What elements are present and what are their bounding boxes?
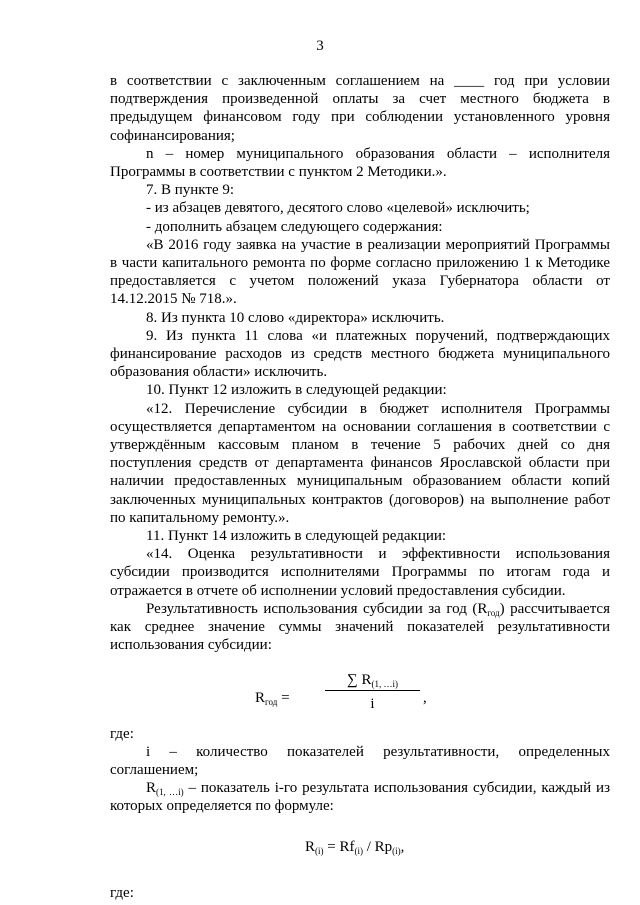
formula-comma: ,: [423, 689, 427, 706]
symbol: Rp: [374, 838, 393, 855]
formula-r-i: [110, 828, 610, 884]
paragraph: «В 2016 году заявка на участие в реализации мероприятий Программы в части капитального ремонта по форме согласно приложению 1 к Методике предоставляется с учетом положений указа Губернатора области от 14.12.2015 № 718.».: [110, 236, 610, 308]
paragraph: [110, 779, 610, 815]
paragraph: в соответствии с заключенным соглашением на ____ год при условии подтверждения произведенной оплаты за счет местного бюджета в предыдущем финансовом году при соблюдении установленного уровня софинансирования;: [110, 73, 610, 144]
symbol: Rf: [339, 838, 355, 855]
paragraph: «12. Перечисление субсидии в бюджет исполнителя Программы осуществляется департаментом на основании соглашения в соответствии с утверждённым кассовым планом в течение 5 рабочих дней со дня поступления средств от департамента финансов Ярославской области при наличии предоставленных муниципальным образованием области копий заключенных муниципальных контрактов (договоров) на выполнение работ по капитальному ремонту.».: [110, 400, 610, 526]
text-run: ) рассчитывается как среднее значение суммы значений показателей результативности использования субсидии:: [110, 600, 610, 654]
formula-lhs: [255, 689, 290, 707]
paragraph: - дополнить абзацем следующего содержания:: [146, 218, 443, 235]
formula-expression: [305, 838, 404, 856]
subscript: (1, …i): [156, 787, 184, 798]
symbol: R: [255, 689, 266, 706]
subscript: год: [265, 696, 278, 707]
text-run: – показатель i-го результата использования субсидии, каждый из которых определяется по формуле:: [110, 780, 610, 815]
where-label: где:: [110, 725, 134, 742]
formula-r-god: [110, 667, 610, 725]
paragraph: «14. Оценка результативности и эффективности использования субсидии производится исполнителями Программы по итогам года и отражается в отчете об исполнении условий предоставления субсидии.: [110, 546, 610, 599]
where-label: где:: [110, 884, 134, 901]
document-body: [110, 72, 610, 902]
subscript: (1, …i): [371, 678, 398, 689]
sum-symbol: ∑ R: [347, 671, 372, 688]
equals-sign: =: [323, 838, 340, 855]
formula-numerator: [325, 671, 420, 691]
paragraph: - из абзацев девятого, десятого слово «целевой» исключить;: [146, 200, 530, 217]
paragraph: 7. В пункте 9:: [146, 182, 235, 199]
subscript: год: [487, 607, 500, 618]
division-sign: /: [362, 838, 375, 855]
paragraph: 10. Пункт 12 изложить в следующей редакции:: [146, 382, 447, 399]
subscript: (i): [354, 845, 363, 856]
paragraph: 9. Из пункта 11 слова «и платежных поручений, подтверждающих финансирование расходов из средств местного бюджета муниципального образования области» исключить.: [110, 327, 610, 381]
paragraph: [110, 600, 610, 655]
paragraph: n – номер муниципального образования области – исполнителя Программы в соответствии с пунктом 2 Методики.».: [110, 145, 610, 181]
symbol: R: [305, 838, 316, 855]
formula-denominator: i: [370, 695, 375, 712]
paragraph: 11. Пункт 14 изложить в следующей редакции:: [146, 528, 447, 545]
paragraph: i – количество показателей результативности, определенных соглашением;: [110, 743, 610, 778]
text-run: Результативность использования субсидии за год (R: [146, 600, 488, 617]
paragraph: 8. Из пункта 10 слово «директора» исключить.: [146, 309, 445, 326]
formula-comma: ,: [400, 838, 405, 855]
symbol: R: [146, 780, 157, 797]
subscript: (i): [315, 845, 324, 856]
page-number: 3: [316, 38, 324, 54]
subscript: (i): [392, 845, 401, 856]
equals-sign: =: [277, 689, 290, 706]
